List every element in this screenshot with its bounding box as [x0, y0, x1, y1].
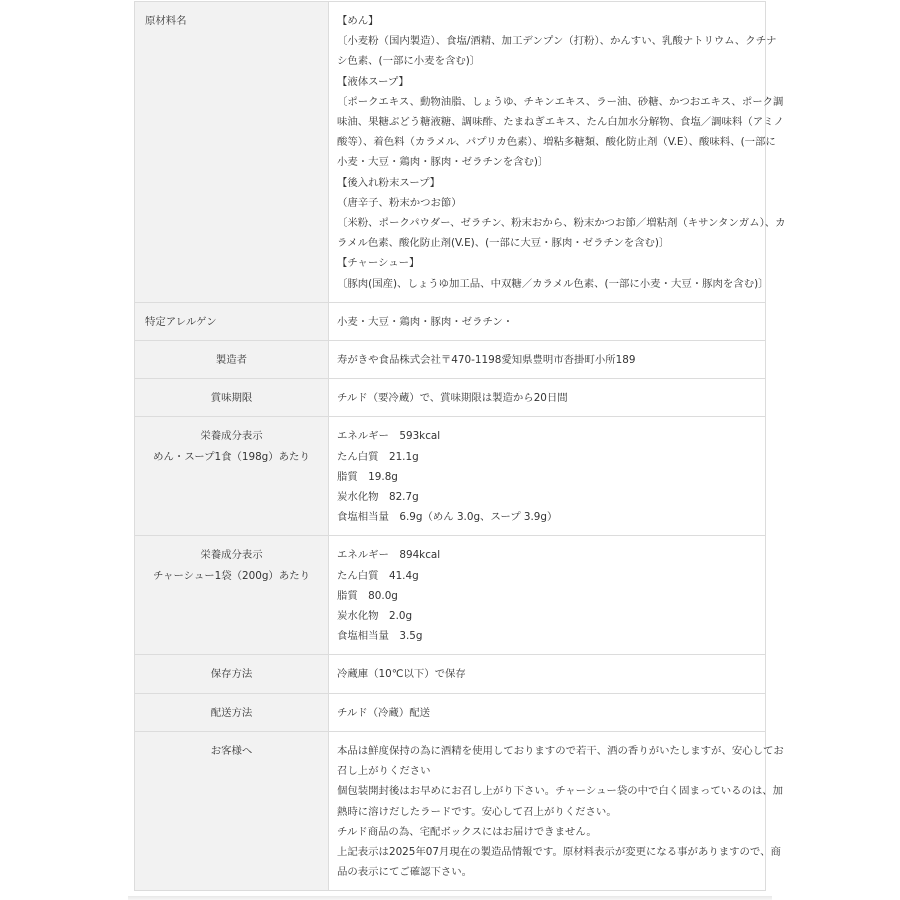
row-value-line: 召し上がりください [337, 765, 431, 778]
row-storage [135, 655, 766, 693]
row-value-line: 食塩相当量 3.5g [337, 630, 423, 643]
row-value-line: 【チャーシュー】 [337, 257, 420, 270]
row-value-line: チルド商品の為、宅配ボックスにはお届けできません。 [337, 825, 597, 838]
row-value-line: 小麦・大豆・鶏肉・豚肉・ゼラチン・ [337, 315, 514, 328]
row-label-line: お客様へ [210, 744, 253, 757]
row-value [329, 693, 766, 731]
row-value-line: 小麦・大豆・鶏肉・豚肉・ゼラチンを含む)〕 [337, 156, 549, 169]
row-value-line: チルド（冷蔵）配送 [337, 706, 430, 719]
row-value-line: 炭水化物 82.7g [337, 491, 419, 504]
row-value-line: 熱時に溶けだしたラードです。安心して召上がりください。 [337, 805, 617, 818]
row-label-line: 製造者 [215, 354, 248, 367]
row-label-line: 配送方法 [210, 706, 253, 719]
row-label-line: 栄養成分表示 [200, 430, 263, 443]
row-manufacturer [135, 341, 766, 379]
row-value-line: シ色素、(一部に小麦を含む)〕 [337, 55, 481, 68]
row-ingredients [135, 2, 766, 303]
row-value [329, 2, 786, 303]
row-value [329, 536, 766, 655]
row-label-line: めん・スープ1食（198g）あたり [153, 450, 310, 463]
row-label-line: チャーシュー1袋（200g）あたり [153, 569, 310, 582]
row-value-line: 品の表示にてご確認下さい。 [337, 866, 473, 879]
row-value-line: 【後入れ粉末スープ】 [337, 176, 440, 189]
row-nutrition-chashu [135, 536, 766, 655]
row-value-line: たん白質 21.1g [337, 450, 419, 463]
row-value [329, 731, 784, 890]
product-info-table-body [135, 2, 786, 891]
row-label [135, 731, 329, 890]
row-label [135, 417, 329, 536]
row-value-line: 本品は鮮度保持の為に酒精を使用しておりますので若干、酒の香りがいたしますが、安心してお [337, 744, 784, 757]
row-value-line: エネルギー 593kcal [337, 430, 441, 443]
row-value-line: 冷蔵庫（10℃以下）で保存 [337, 668, 466, 681]
row-label [135, 693, 329, 731]
row-value-line: チルド（要冷蔵）で、賞味期限は製造から20日間 [337, 392, 568, 405]
row-value-line: 脂質 19.8g [337, 470, 398, 483]
row-value [329, 341, 766, 379]
row-value-line: 【液体スープ】 [337, 75, 409, 88]
row-allergens [135, 302, 766, 340]
row-best-before [135, 379, 766, 417]
row-value [329, 379, 766, 417]
row-value-line: 酸等）、着色料（カラメル、パプリカ色素）、増粘多糖類、酸化防止剤（V.E）、酸味料、(一部に [337, 136, 776, 149]
row-value-line: ラメル色素、酸化防止剤(V.E)、(一部に大豆・豚肉・ゼラチンを含む)〕 [337, 237, 670, 250]
row-value [329, 655, 766, 693]
row-label-line: 原材料名 [145, 15, 187, 27]
row-value-line: 〔米粉、ポークパウダー、ゼラチン、粉末おから、粉末かつお節／増粘剤（キサンタンガム）、カ [337, 217, 786, 230]
row-label-line: 栄養成分表示 [200, 549, 263, 562]
table-bottom-shadow [128, 896, 772, 900]
product-info-table [134, 1, 786, 891]
row-nutrition-noodle-soup [135, 417, 766, 536]
row-value-line: エネルギー 894kcal [337, 549, 441, 562]
row-value-line: 【めん】 [337, 15, 379, 27]
row-label [135, 341, 329, 379]
row-value [329, 417, 766, 536]
row-value-line: 〔小麦粉（国内製造）、食塩/酒精、加工デンプン（打粉）、かんすい、乳酸ナトリウム、クチナ [337, 35, 777, 48]
row-value-line: 寿がきや食品株式会社〒470-1198愛知県豊明市沓掛町小所189 [337, 354, 636, 367]
row-label [135, 302, 329, 340]
row-label [135, 2, 329, 303]
row-value-line: 個包装開封後はお早めにお召し上がり下さい。チャーシュー袋の中で白く固まっているのは、加 [337, 785, 784, 798]
row-value-line: たん白質 41.4g [337, 569, 419, 582]
row-value-line: 炭水化物 2.0g [337, 610, 413, 623]
row-value-line: （唐辛子、粉末かつお節） [337, 196, 462, 209]
row-value-line: 上記表示は2025年07月現在の製造品情報です。原材料表示が変更になる事がありますので、商 [337, 845, 781, 858]
row-value [329, 302, 766, 340]
row-label-line: 保存方法 [210, 668, 253, 681]
row-delivery [135, 693, 766, 731]
row-label [135, 655, 329, 693]
row-label [135, 379, 329, 417]
row-label-line: 特定アレルゲン [145, 315, 217, 328]
row-value-line: 食塩相当量 6.9g（めん 3.0g、スープ 3.9g） [337, 511, 558, 524]
row-value-line: 〔ポークエキス、動物油脂、しょうゆ、チキンエキス、ラー油、砂糖、かつおエキス、ポーク調 [337, 95, 784, 108]
row-label [135, 536, 329, 655]
row-value-line: 脂質 80.0g [337, 589, 398, 602]
row-value-line: 味油、果糖ぶどう糖液糖、調味酢、たまねぎエキス、たん白加水分解物、食塩／調味料（アミノ [337, 116, 784, 129]
row-customer-notice [135, 731, 766, 890]
row-label-line: 賞味期限 [210, 392, 253, 405]
row-value-line: 〔豚肉(国産)、しょうゆ加工品、中双糖／カラメル色素、(一部に小麦・大豆・豚肉を含む)〕 [337, 277, 769, 290]
